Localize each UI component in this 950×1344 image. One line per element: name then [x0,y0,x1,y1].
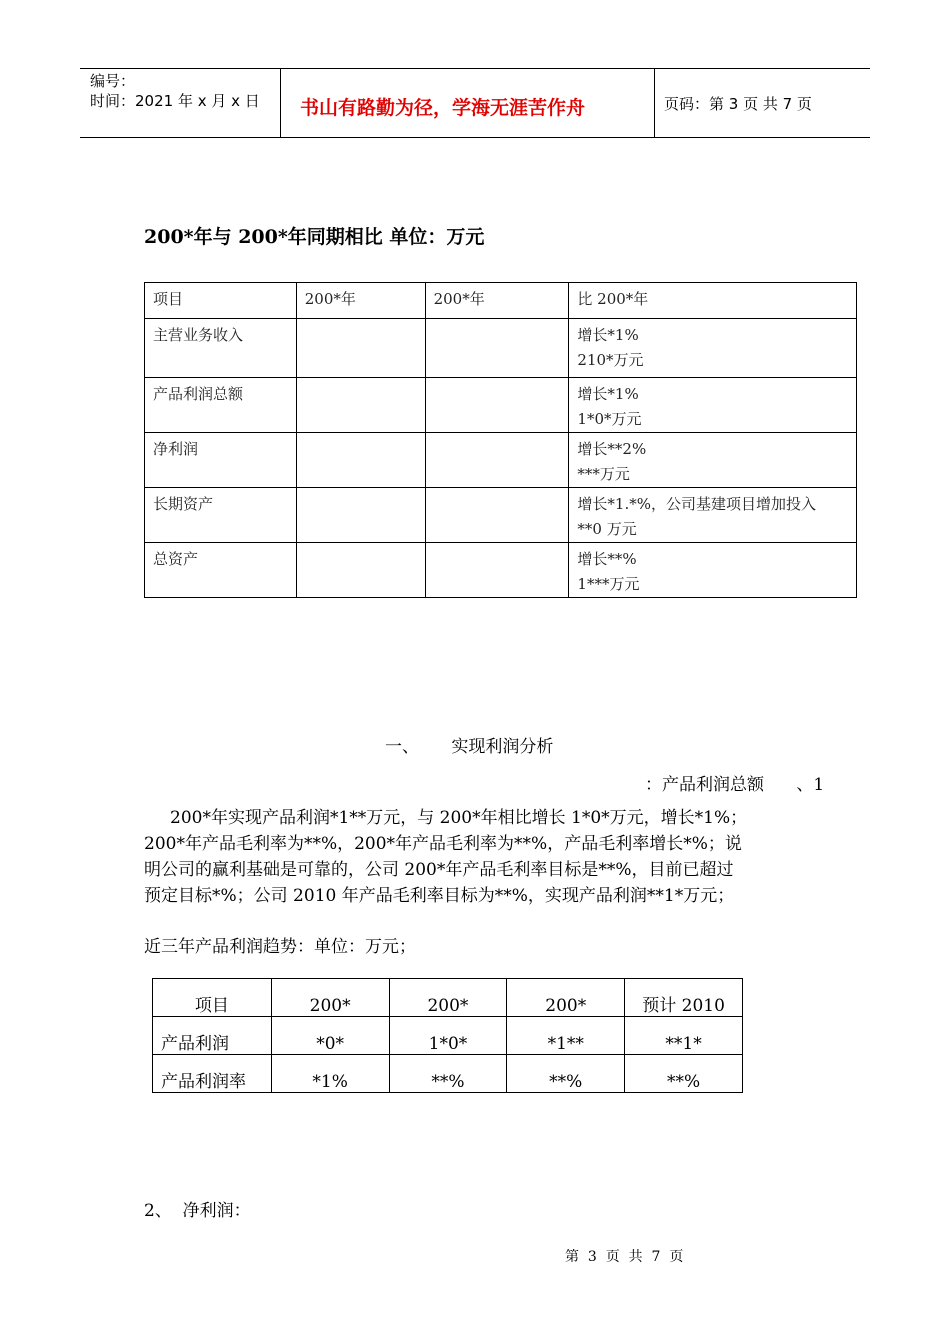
change-amount: **0 万元 [577,520,637,538]
table-cell: **% [507,1055,625,1093]
table-row [145,488,857,543]
change-amount: ***万元 [577,465,630,483]
trend-table [152,978,743,1093]
table-cell: *1% [271,1055,389,1093]
table-cell [425,433,569,488]
table-cell [425,319,569,378]
table-header-cell: 200* [271,979,389,1017]
table-cell [296,433,425,488]
table-cell [296,378,425,433]
table-cell [425,378,569,433]
table-header-cell: 200* [507,979,625,1017]
table-row [145,319,857,378]
table-cell-change [569,378,857,433]
page-header [80,68,870,138]
section-heading-2: 2、 净利润： [144,1201,251,1221]
table-cell [425,543,569,598]
header-divider [280,69,281,137]
table-header-cell: 比 200*年 [569,283,857,319]
paragraph-line: 预定目标*%；公司 2010 年产品毛利率目标为**%，实现产品利润**1*万元； [144,886,735,906]
change-percent: 增长*1.*%，公司基建项目增加投入 [577,495,816,513]
table-header-cell: 项目 [153,979,272,1017]
header-page-info: 页码：第 3 页 共 7 页 [664,95,812,113]
table-cell [296,488,425,543]
change-percent: 增长**2% [577,440,647,458]
table-cell: *0* [271,1017,389,1055]
table-cell-item: 产品利润率 [153,1055,272,1093]
paragraph-line: 200*年产品毛利率为**%，200*年产品毛利率为**%，产品毛利率增长*%；说 [144,834,742,854]
table-cell-item: 主营业务收入 [145,319,297,378]
document-number-label: 编号： [90,72,136,90]
table-cell-item: 产品利润 [153,1017,272,1055]
table-cell-change [569,433,857,488]
page-footer: 第 3 页 共 7 页 [565,1249,684,1265]
subsection-heading-1: ：产品利润总额 、1 [645,775,825,795]
table-cell-item: 净利润 [145,433,297,488]
table-cell: 1*0* [389,1017,507,1055]
change-percent: 增长**% [577,550,637,568]
table-cell: **% [389,1055,507,1093]
change-percent: 增长*1% [577,326,639,344]
table-row [145,543,857,598]
document-time-label: 时间：2021 年 x 月 x 日 [90,92,260,110]
change-amount: 1*0*万元 [577,410,642,428]
table-row [145,433,857,488]
table-cell [425,488,569,543]
table-cell-item: 总资产 [145,543,297,598]
trend-label: 近三年产品利润趋势：单位：万元； [144,937,416,957]
table-header-cell: 200*年 [296,283,425,319]
table-header-row [145,283,857,319]
table-header-cell: 预计 2010 [625,979,743,1017]
paragraph-line: 明公司的赢利基础是可靠的，公司 200*年产品毛利率目标是**%，目前已超过 [144,860,734,880]
header-motto: 书山有路勤为径，学海无涯苦作舟 [300,97,586,119]
paragraph-line: 200*年实现产品利润*1**万元，与 200*年相比增长 1*0*万元，增长*1%； [170,808,748,828]
table-cell-change [569,488,857,543]
table-cell [296,319,425,378]
table-cell-item: 产品利润总额 [145,378,297,433]
table-header-cell: 200*年 [425,283,569,319]
table-row [153,1017,743,1055]
table-row [153,1055,743,1093]
section-heading-1: 一、 实现利润分析 [385,737,554,757]
table-cell: *1** [507,1017,625,1055]
table-cell-change [569,543,857,598]
table-cell-item: 长期资产 [145,488,297,543]
header-divider [654,69,655,137]
change-percent: 增长*1% [577,385,639,403]
table-cell-change [569,319,857,378]
comparison-table [144,282,857,598]
table-cell: **% [625,1055,743,1093]
change-amount: 1***万元 [577,575,640,593]
table-header-cell: 200* [389,979,507,1017]
table-header-row [153,979,743,1017]
comparison-title: 200*年与 200*年同期相比 单位：万元 [144,226,485,248]
table-cell [296,543,425,598]
change-amount: 210*万元 [577,351,644,369]
table-row [145,378,857,433]
analysis-paragraph [144,805,824,909]
table-cell: **1* [625,1017,743,1055]
table-header-cell: 项目 [145,283,297,319]
